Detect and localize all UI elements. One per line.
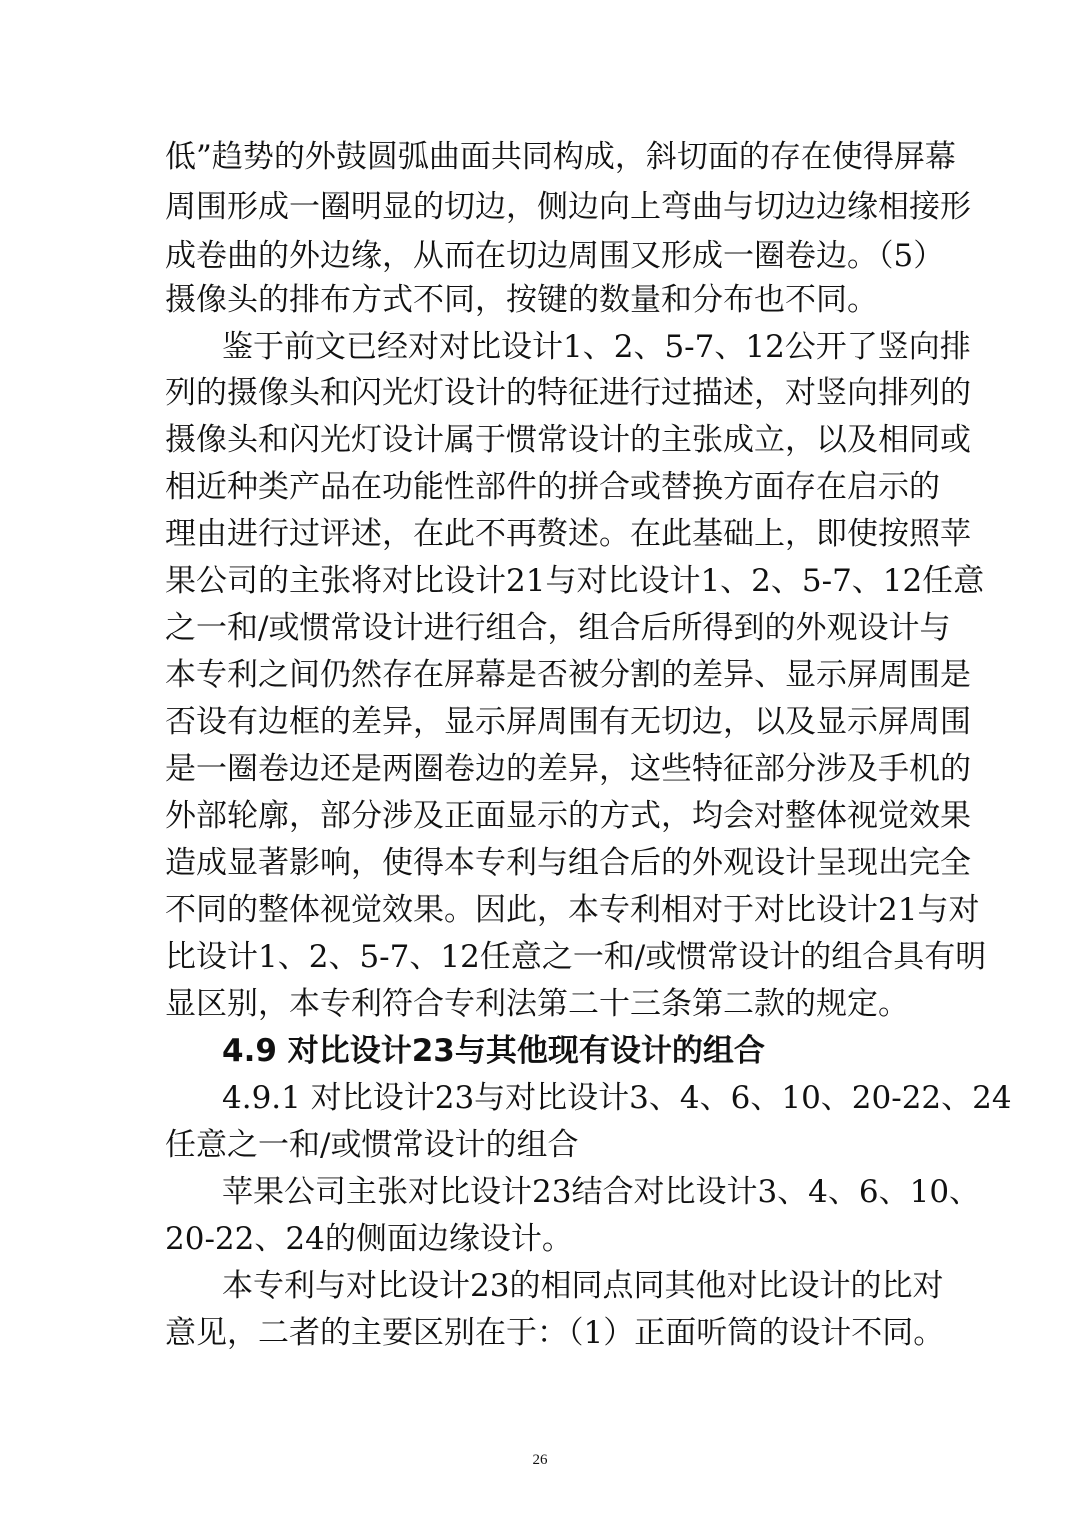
text-line: 苹果公司主张对比设计23结合对比设计3、4、6、10、 [222,1174,981,1210]
text-line: 外部轮廓，部分涉及正面显示的方式，均会对整体视觉效果 [165,798,971,834]
text-line: 造成显著影响，使得本专利与组合后的外观设计呈现出完全 [165,845,971,881]
subsection-heading: 4.9.1 对比设计23与对比设计3、4、6、10、20-22、24 [222,1080,1012,1116]
text-line: 不同的整体视觉效果。因此，本专利相对于对比设计21与对 [165,892,980,928]
text-line: 意见，二者的主要区别在于：（1）正面听筒的设计不同。 [165,1315,945,1351]
text-line: 是一圈卷边还是两圈卷边的差异，这些特征部分涉及手机的 [165,751,971,787]
text-line: 之一和/或惯常设计进行组合，组合后所得到的外观设计与 [165,610,951,646]
text-line: 理由进行过评述，在此不再赘述。在此基础上，即使按照苹 [165,516,971,552]
text-line: 相近种类产品在功能性部件的拼合或替换方面存在启示的 [165,469,940,505]
text-line: 20-22、24的侧面边缘设计。 [165,1221,573,1257]
text-line: 否设有边框的差异，显示屏周围有无切边，以及显示屏周围 [165,704,971,740]
subsection-heading: 任意之一和/或惯常设计的组合 [165,1127,579,1163]
section-heading: 4.9 对比设计23与其他现有设计的组合 [222,1033,765,1069]
text-line: 果公司的主张将对比设计21与对比设计1、2、5-7、12任意 [165,563,985,599]
text-line: 列的摄像头和闪光灯设计的特征进行过描述，对竖向排列的 [165,375,971,411]
text-line: 周围形成一圈明显的切边，侧边向上弯曲与切边边缘相接形 [165,189,971,225]
text-line: 低”趋势的外鼓圆弧曲面共同构成，斜切面的存在使得屏幕 [165,139,956,175]
text-line: 成卷曲的外边缘，从而在切边周围又形成一圈卷边。（5） [165,238,945,274]
page-number: 26 [532,1452,548,1468]
text-line: 本专利之间仍然存在屏幕是否被分割的差异、显示屏周围是 [165,657,971,693]
text-line: 摄像头和闪光灯设计属于惯常设计的主张成立，以及相同或 [165,422,971,458]
text-line: 鉴于前文已经对对比设计1、2、5-7、12公开了竖向排 [222,329,971,365]
text-line: 比设计1、2、5-7、12任意之一和/或惯常设计的组合具有明 [165,939,987,975]
text-line: 显区别，本专利符合专利法第二十三条第二款的规定。 [165,986,909,1022]
text-line: 本专利与对比设计23的相同点同其他对比设计的比对 [222,1268,944,1304]
text-line: 摄像头的排布方式不同，按键的数量和分布也不同。 [165,282,878,318]
